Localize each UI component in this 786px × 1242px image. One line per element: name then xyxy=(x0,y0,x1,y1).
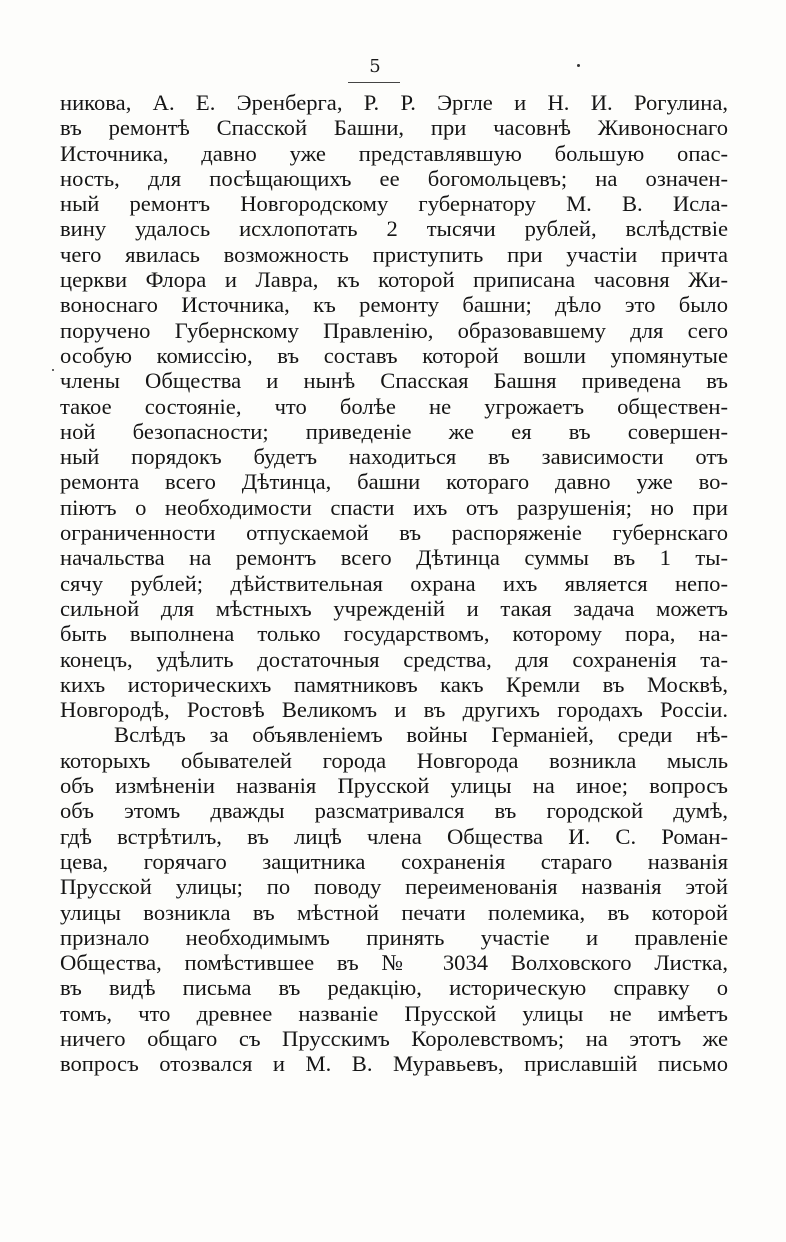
text-line: ный ремонтъ Новгородскому губернатору М. В. Исла- xyxy=(60,191,728,217)
text-line: въ ремонтѣ Спасской Башни, при часовнѣ Живоноснаго xyxy=(60,115,728,141)
text-line: ной безопасности; приведеніе же ея въ совершен- xyxy=(60,418,728,444)
text-line: Источника, давно уже представлявшую большую опас- xyxy=(60,140,728,166)
text-line: объ этомъ дважды разсматривался въ городской думѣ, xyxy=(60,798,728,824)
page-number: 5 xyxy=(369,56,381,77)
text-line: вопросъ отозвался и М. В. Муравьевъ, приславшій письмо xyxy=(60,1051,728,1077)
text-line: улицы возникла въ мѣстной печати полемика, въ которой xyxy=(60,899,728,925)
print-speck xyxy=(577,64,580,67)
text-line: Новгородѣ, Ростовѣ Великомъ и въ другихъ городахъ Россіи. xyxy=(60,697,728,723)
text-line: церкви Флора и Лавра, къ которой приписана часовня Жи- xyxy=(60,267,728,293)
text-line: начальства на ремонтъ всего Дѣтинца суммы въ 1 ты- xyxy=(60,545,728,571)
text-line: сячу рублей; дѣйствительная охрана ихъ является непо- xyxy=(60,570,728,596)
text-line: никова, А. Е. Эренберга, Р. Р. Эргле и Н. И. Рогулина, xyxy=(60,90,728,115)
text-line: цева, горячаго защитника сохраненія стараго названія xyxy=(60,848,728,874)
text-line: вину удалось исхлопотать 2 тысячи рублей, вслѣдствіе xyxy=(60,216,728,242)
text-line: Прусской улицы; по поводу переименованія названія этой xyxy=(60,874,728,900)
text-line: быть выполнена только государствомъ, которому пора, на- xyxy=(60,621,728,647)
text-line: ный порядокъ будетъ находиться въ зависимости отъ xyxy=(60,444,728,470)
text-line: піютъ о необходимости спасти ихъ отъ разрушенія; но при xyxy=(60,494,728,520)
text-line: ограниченности отпускаемой въ распоряженіе губернскаго xyxy=(60,520,728,546)
paragraph-first-line: Вслѣдъ за объявленіемъ войны Германіей, среди нѣ- xyxy=(114,722,728,748)
text-line: особую комиссію, въ составъ которой вошли упомянутые xyxy=(60,342,728,368)
text-line: кихъ историческихъ памятниковъ какъ Кремли въ Москвѣ, xyxy=(60,671,728,697)
page-number-rule xyxy=(348,82,400,83)
text-line: ничего общаго съ Прусскимъ Королевствомъ; на этотъ же xyxy=(60,1025,728,1051)
text-line: сильной для мѣстныхъ учрежденій и такая задача можетъ xyxy=(60,595,728,621)
text-line: чего явилась возможность приступить при участіи причта xyxy=(60,241,728,267)
text-line: поручено Губернскому Правленію, образовавшему для сего xyxy=(60,317,728,343)
text-line: члены Общества и нынѣ Спасская Башня приведена въ xyxy=(60,368,728,394)
text-line: ность, для посѣщающихъ ее богомольцевъ; на означен- xyxy=(60,165,728,191)
text-line: признало необходимымъ принять участіе и правленіе xyxy=(60,924,728,950)
text-line: объ измѣненіи названія Прусской улицы на иное; вопросъ xyxy=(60,773,728,799)
text-line: конецъ, удѣлить достаточныя средства, для сохраненія та- xyxy=(60,646,728,672)
text-line: ремонта всего Дѣтинца, башни котораго давно уже во- xyxy=(60,469,728,495)
text-line: которыхъ обывателей города Новгорода возникла мысль xyxy=(60,747,728,773)
text-line: въ видѣ письма въ редакцію, историческую справку о xyxy=(60,975,728,1001)
text-line: томъ, что древнее названіе Прусской улицы не имѣетъ xyxy=(60,1000,728,1026)
text-line: гдѣ встрѣтилъ, въ лицѣ члена Общества И. С. Роман- xyxy=(60,823,728,849)
text-line: такое состояніе, что болѣе не угрожаетъ обществен- xyxy=(60,393,728,419)
text-line: Общества, помѣстившее въ № 3034 Волховского Листка, xyxy=(60,950,728,976)
text-line: воноснаго Источника, къ ремонту башни; дѣло это было xyxy=(60,292,728,318)
body-text xyxy=(60,90,728,1077)
print-speck xyxy=(52,369,54,371)
